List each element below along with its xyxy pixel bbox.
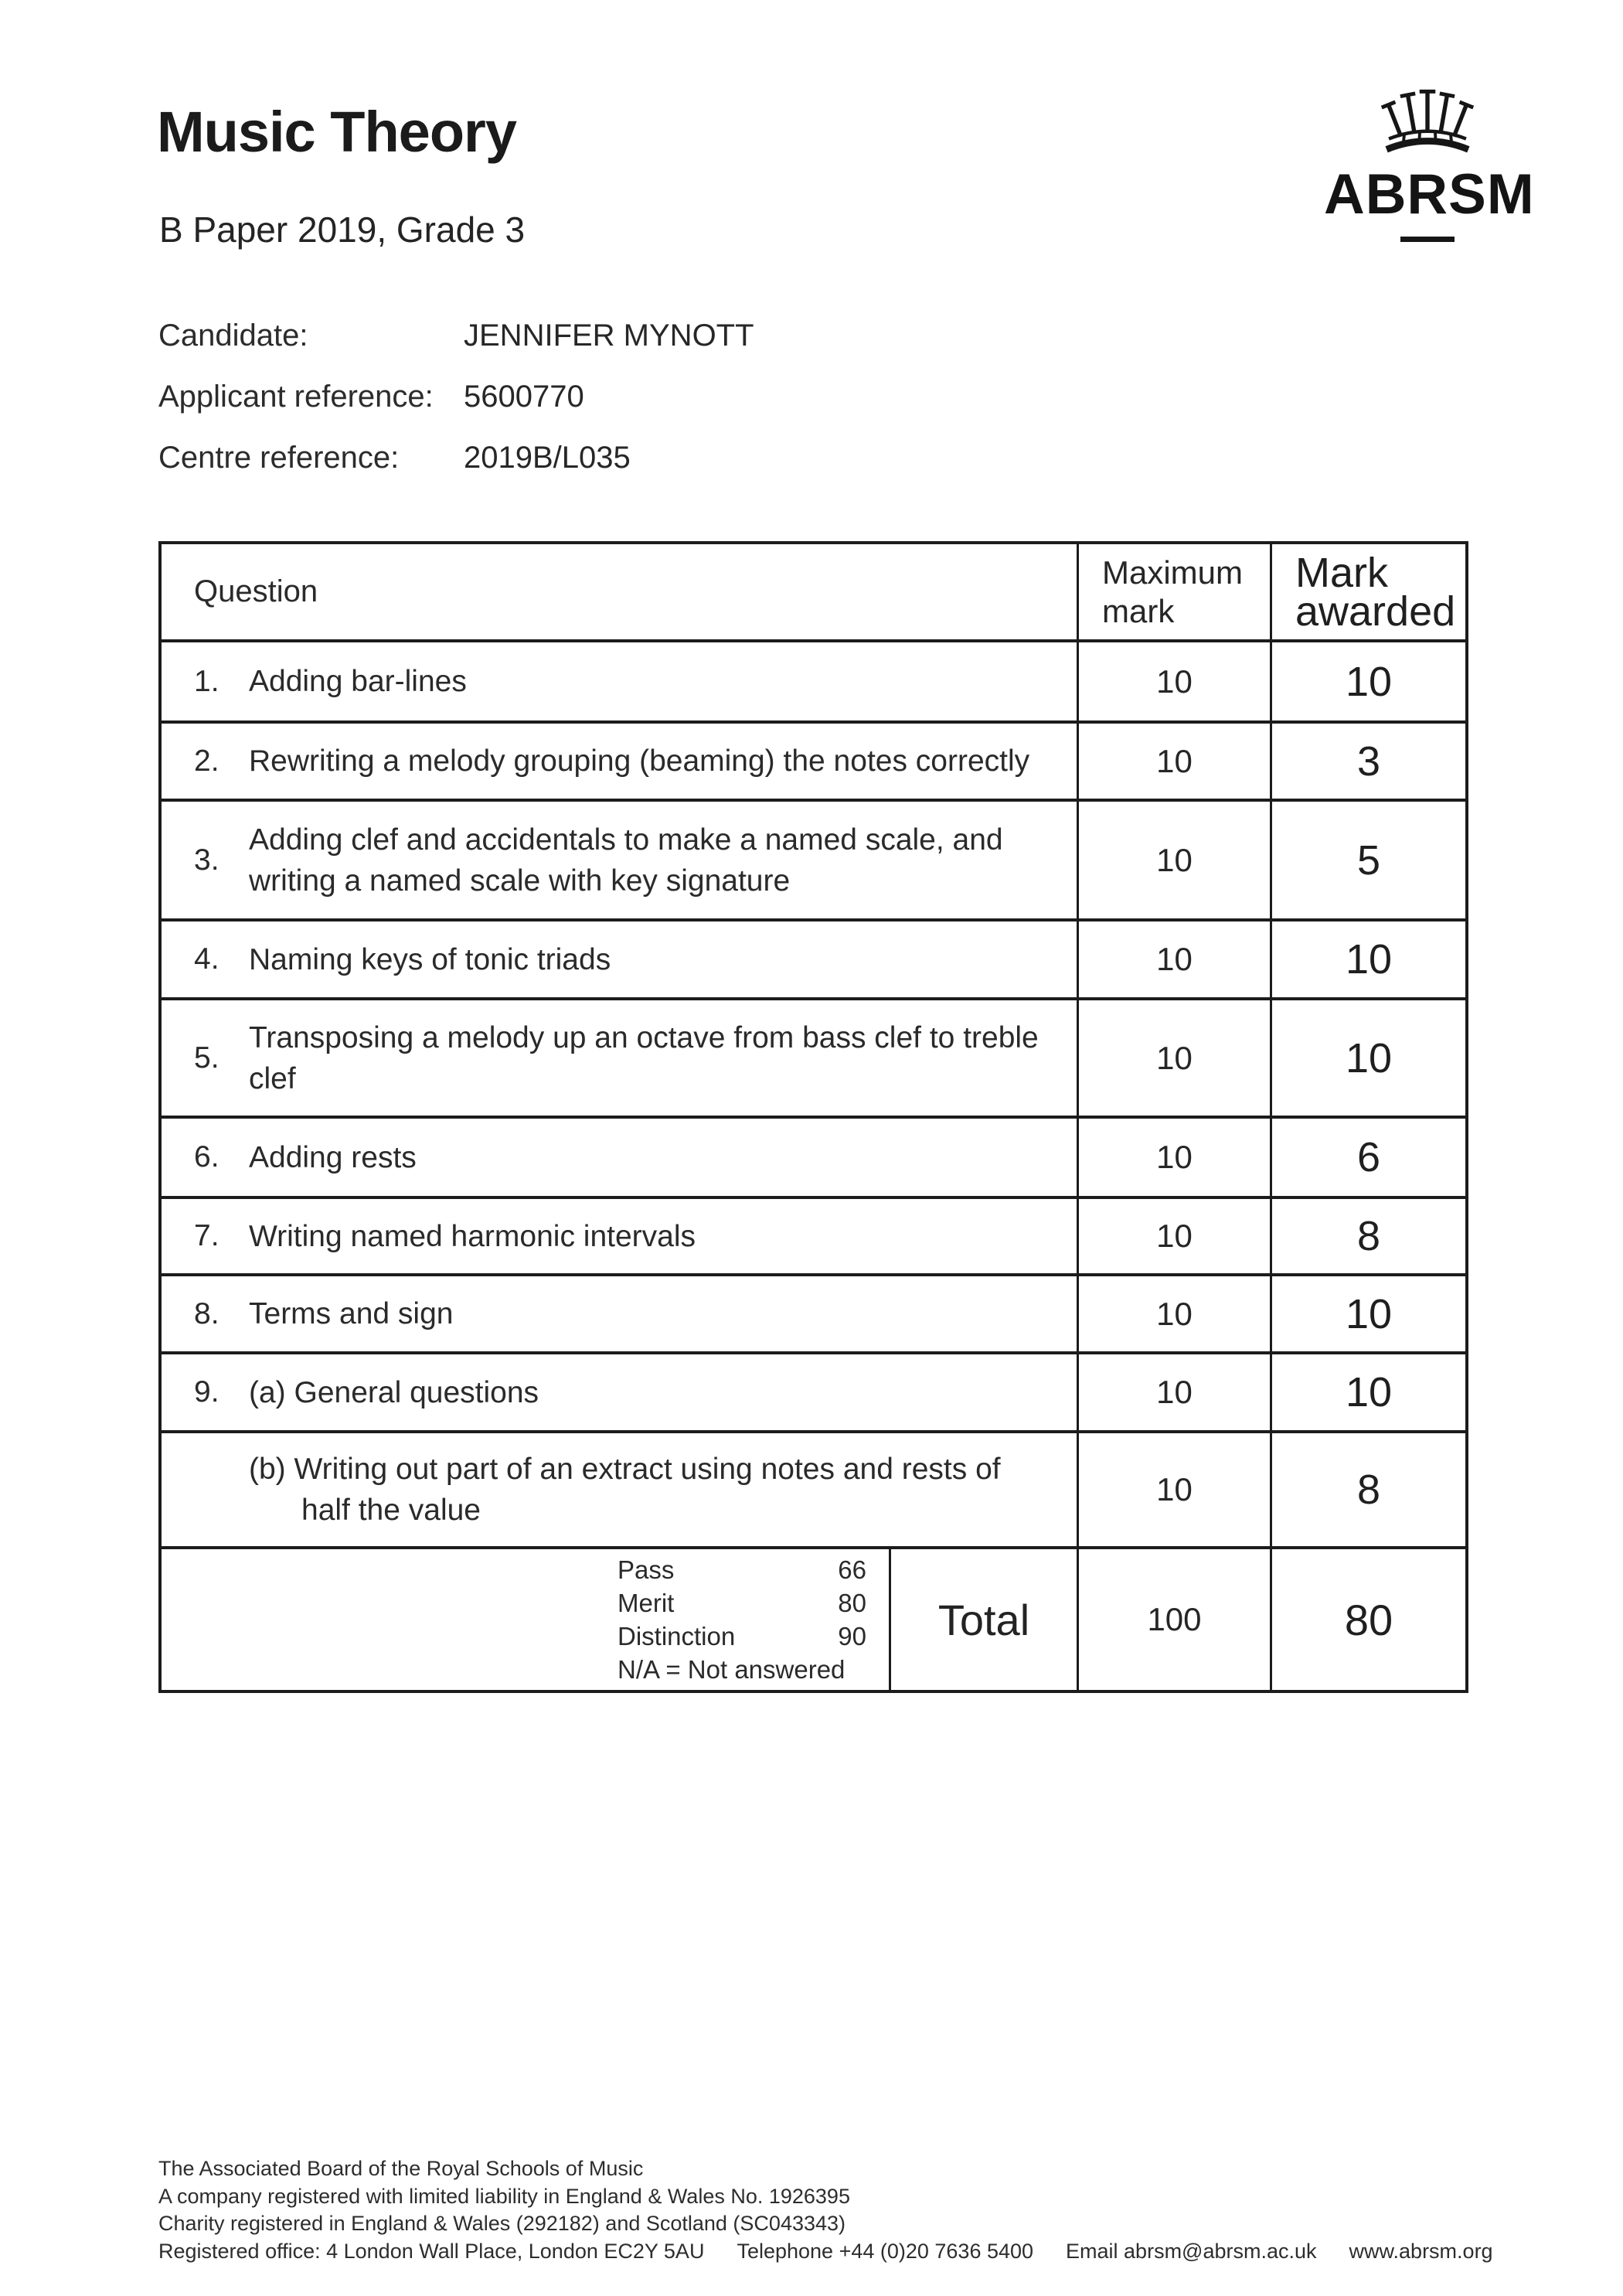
question-row-4 [162,918,1465,997]
candidate-label: Candidate: [158,319,308,353]
merit-threshold: Merit 80 [618,1589,866,1617]
question-text: Adding rests [249,1140,417,1174]
mark-awarded-column-header: Mark awarded [1270,544,1465,639]
question-number: 7. [194,1219,219,1252]
footer-line-3: Charity registered in England & Wales (292182) and Scotland (SC043343) [158,2212,846,2236]
applicant-reference-value: 5600770 [464,380,584,414]
question-text: (b) Writing out part of an extract using notes and rests of half the value [249,1453,1001,1527]
question-number: 9. [194,1375,219,1409]
question-text: (a) General questions [249,1375,539,1409]
question-row-5 [162,997,1465,1116]
table-header-row [162,544,1465,639]
maximum-mark-cell: 10 [1077,1119,1270,1196]
na-note: N/A = Not answered [618,1655,846,1684]
applicant-reference-row [158,380,754,441]
question-column-header: Question [194,574,318,608]
maximum-mark-cell: 10 [1077,802,1270,918]
footer-line-4 [158,2238,1493,2266]
crown-icon [1324,87,1531,159]
mark-awarded-cell: 10 [1270,1000,1465,1116]
abrsm-logo-text: ABRSM [1324,163,1535,226]
registered-office: Registered office: 4 London Wall Place, London EC2Y 5AU [158,2239,705,2263]
distinction-threshold: Distinction 90 [618,1622,866,1650]
pass-threshold: Pass 66 [618,1555,866,1584]
maximum-mark-column-header: Maximum mark [1077,544,1270,639]
maximum-mark-cell: 10 [1077,1433,1270,1546]
question-row-2 [162,720,1465,799]
mark-awarded-cell: 5 [1270,802,1465,918]
question-row-9a [162,1351,1465,1430]
question-row-6 [162,1116,1465,1196]
maximum-mark-cell: 10 [1077,1354,1270,1430]
question-row-7 [162,1196,1465,1273]
question-number: 5. [194,1041,219,1075]
email: Email abrsm@abrsm.ac.uk [1066,2239,1317,2263]
mark-awarded-cell: 3 [1270,724,1465,799]
maximum-mark-cell: 10 [1077,642,1270,720]
question-number: 8. [194,1296,219,1330]
footer-line-2: A company registered with limited liability in England & Wales No. 1926395 [158,2184,850,2208]
candidate-name: JENNIFER MYNOTT [464,319,754,353]
question-number: 6. [194,1140,219,1174]
centre-reference-value: 2019B/L035 [464,441,631,475]
mark-awarded-cell: 8 [1270,1199,1465,1273]
maximum-mark-cell: 10 [1077,921,1270,997]
mark-awarded-cell: 6 [1270,1119,1465,1196]
question-text: Adding clef and accidentals to make a named scale, and writing a named scale with key signature [249,823,1003,898]
mark-awarded-cell: 10 [1270,1354,1465,1430]
mark-awarded-cell: 10 [1270,1276,1465,1351]
maximum-mark-cell: 10 [1077,1000,1270,1116]
maximum-mark-cell: 10 [1077,1276,1270,1351]
question-number: 4. [194,942,219,976]
website: www.abrsm.org [1349,2239,1493,2263]
candidate-details [158,319,754,502]
telephone: Telephone +44 (0)20 7636 5400 [737,2239,1034,2263]
question-text: Terms and sign [249,1297,454,1330]
page-title: Music Theory [157,100,516,164]
maximum-mark-cell: 10 [1077,1199,1270,1273]
total-row [162,1546,1465,1690]
question-text: Rewriting a melody grouping (beaming) the notes correctly [249,744,1030,778]
mark-awarded-cell: 8 [1270,1433,1465,1546]
question-row-1 [162,639,1465,720]
abrsm-logo [1324,87,1535,242]
mark-awarded-cell: 10 [1270,921,1465,997]
footer [158,2155,1493,2265]
question-number: 2. [194,744,219,778]
total-mark-awarded: 80 [1270,1549,1465,1690]
logo-underline [1400,237,1455,242]
question-number: 3. [194,843,219,877]
centre-reference-row [158,441,754,502]
question-text: Naming keys of tonic triads [249,942,611,976]
results-table [158,541,1468,1693]
candidate-row [158,319,754,380]
mark-awarded-cell: 10 [1270,642,1465,720]
total-label: Total [889,1549,1077,1690]
question-text: Adding bar-lines [249,665,467,698]
question-text: Transposing a melody up an octave from bass clef to treble clef [249,1020,1039,1095]
total-maximum-mark: 100 [1077,1549,1270,1690]
maximum-mark-cell: 10 [1077,724,1270,799]
question-row-9b [162,1430,1465,1546]
question-row-3 [162,799,1465,918]
page-subtitle: B Paper 2019, Grade 3 [159,210,526,250]
question-row-8 [162,1273,1465,1351]
applicant-reference-label: Applicant reference: [158,380,434,414]
question-number: 1. [194,664,219,698]
footer-line-1: The Associated Board of the Royal Schools of Music [158,2157,644,2180]
centre-reference-label: Centre reference: [158,441,400,475]
question-text: Writing named harmonic intervals [249,1219,696,1253]
grade-thresholds [162,1549,889,1690]
